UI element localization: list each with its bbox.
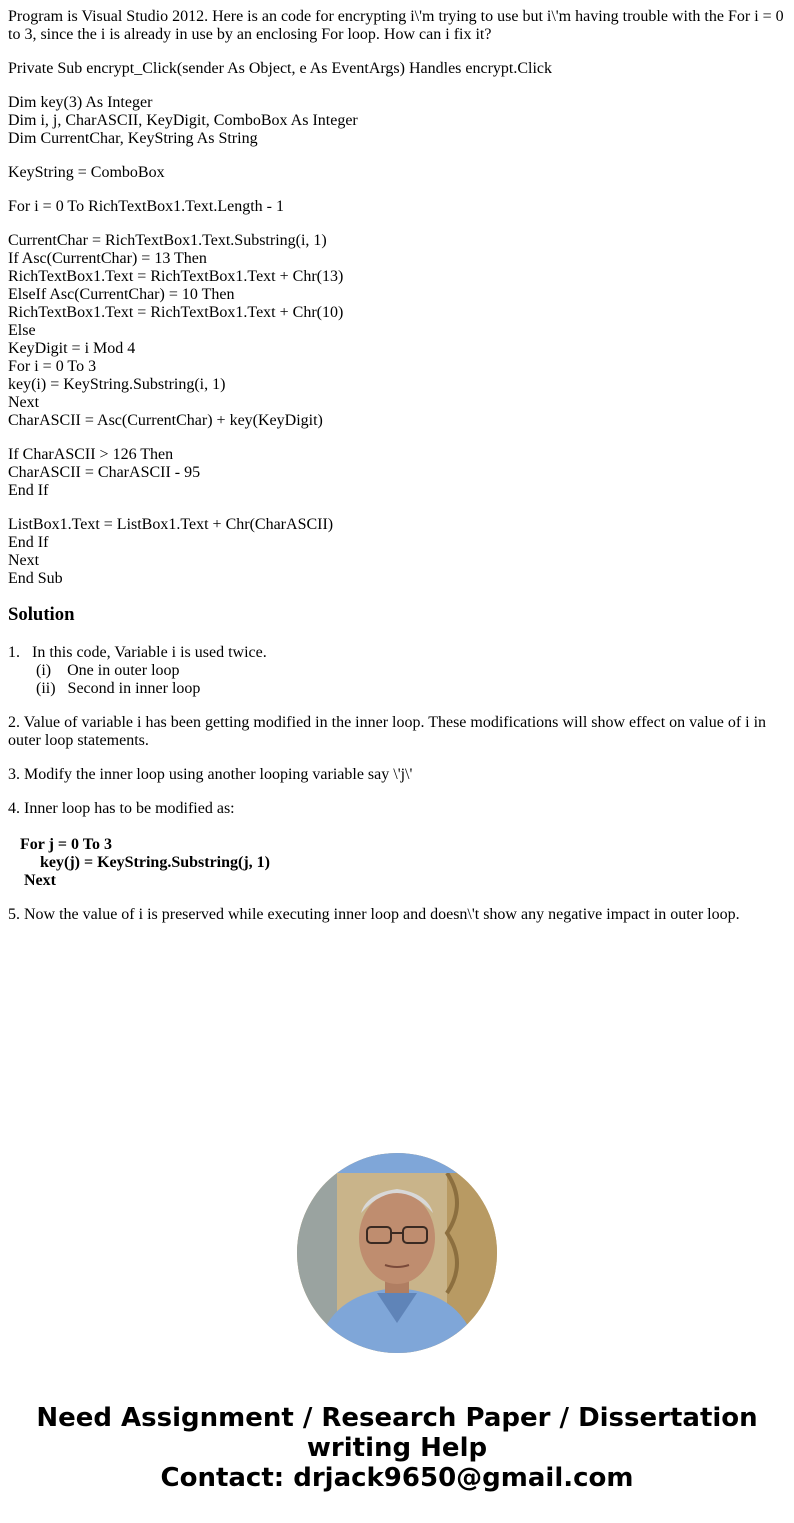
footer-line: writing Help bbox=[306, 1433, 488, 1463]
code-line: ElseIf Asc(CurrentChar) = 10 Then bbox=[8, 286, 235, 303]
code-line: If CharASCII > 126 Then bbox=[8, 446, 174, 463]
code-tail bbox=[8, 516, 788, 588]
code-line: Next bbox=[8, 552, 40, 569]
code-line: key(j) = KeyString.Substring(j, 1) bbox=[8, 854, 270, 871]
code-body bbox=[8, 232, 788, 430]
code-assign: KeyString = ComboBox bbox=[8, 164, 165, 181]
solution-code bbox=[8, 836, 788, 890]
code-declarations bbox=[8, 94, 788, 148]
code-line: Else bbox=[8, 322, 36, 339]
solution-point-2: 2. Value of variable i has been getting modified in the inner loop. These modifications will show effect on value of i in outer loop statements. bbox=[8, 714, 767, 749]
footer-contact bbox=[0, 1403, 794, 1493]
code-line: Dim i, j, CharASCII, KeyDigit, ComboBox As Integer bbox=[8, 112, 358, 129]
code-line: KeyDigit = i Mod 4 bbox=[8, 340, 136, 357]
code-line: End If bbox=[8, 534, 49, 551]
code-line: Dim key(3) As Integer bbox=[8, 94, 153, 111]
footer-contact-email: Contact: drjack9650@gmail.com bbox=[160, 1463, 634, 1493]
code-line: For i = 0 To 3 bbox=[8, 358, 97, 375]
footer-line: Need Assignment / Research Paper / Dissertation bbox=[36, 1403, 758, 1433]
code-line: CharASCII = Asc(CurrentChar) + key(KeyDigit) bbox=[8, 412, 323, 429]
code-line: Next bbox=[8, 394, 40, 411]
code-sub-header: Private Sub encrypt_Click(sender As Object, e As EventArgs) Handles encrypt.Click bbox=[8, 60, 553, 77]
solution-point-3: 3. Modify the inner loop using another looping variable say \'j\' bbox=[8, 766, 413, 783]
code-line: End If bbox=[8, 482, 49, 499]
code-if-block bbox=[8, 446, 788, 500]
code-line: Next bbox=[8, 872, 56, 889]
solution-point-text: 1. In this code, Variable i is used twice. bbox=[8, 644, 267, 661]
code-line: CurrentChar = RichTextBox1.Text.Substring(i, 1) bbox=[8, 232, 327, 249]
question-intro: Program is Visual Studio 2012. Here is an code for encrypting i\'m trying to use but i\'m having trouble with the For i = 0 to 3, since the i is already in use by an enclosing For loop. How can i fix it? bbox=[8, 8, 784, 43]
code-line: key(i) = KeyString.Substring(i, 1) bbox=[8, 376, 226, 393]
solution-subpoint: (ii) Second in inner loop bbox=[36, 680, 201, 697]
solution-point-4: 4. Inner loop has to be modified as: bbox=[8, 800, 235, 817]
code-line: RichTextBox1.Text = RichTextBox1.Text + Chr(10) bbox=[8, 304, 344, 321]
question-content bbox=[8, 8, 788, 940]
author-avatar bbox=[297, 1153, 497, 1353]
solution-subpoint: (i) One in outer loop bbox=[36, 662, 180, 679]
code-line: CharASCII = CharASCII - 95 bbox=[8, 464, 201, 481]
code-for-outer: For i = 0 To RichTextBox1.Text.Length - 1 bbox=[8, 198, 285, 215]
solution-point-1 bbox=[8, 644, 788, 698]
code-line: ListBox1.Text = ListBox1.Text + Chr(CharASCII) bbox=[8, 516, 334, 533]
solution-point-5: 5. Now the value of i is preserved while executing inner loop and doesn\'t show any negative impact in outer loop. bbox=[8, 906, 740, 923]
author-portrait-image bbox=[297, 1153, 497, 1353]
code-line: If Asc(CurrentChar) = 13 Then bbox=[8, 250, 207, 267]
solution-heading: Solution bbox=[8, 604, 75, 625]
code-line: For j = 0 To 3 bbox=[8, 836, 112, 853]
code-line: End Sub bbox=[8, 570, 63, 587]
code-line: Dim CurrentChar, KeyString As String bbox=[8, 130, 258, 147]
code-line: RichTextBox1.Text = RichTextBox1.Text + Chr(13) bbox=[8, 268, 344, 285]
